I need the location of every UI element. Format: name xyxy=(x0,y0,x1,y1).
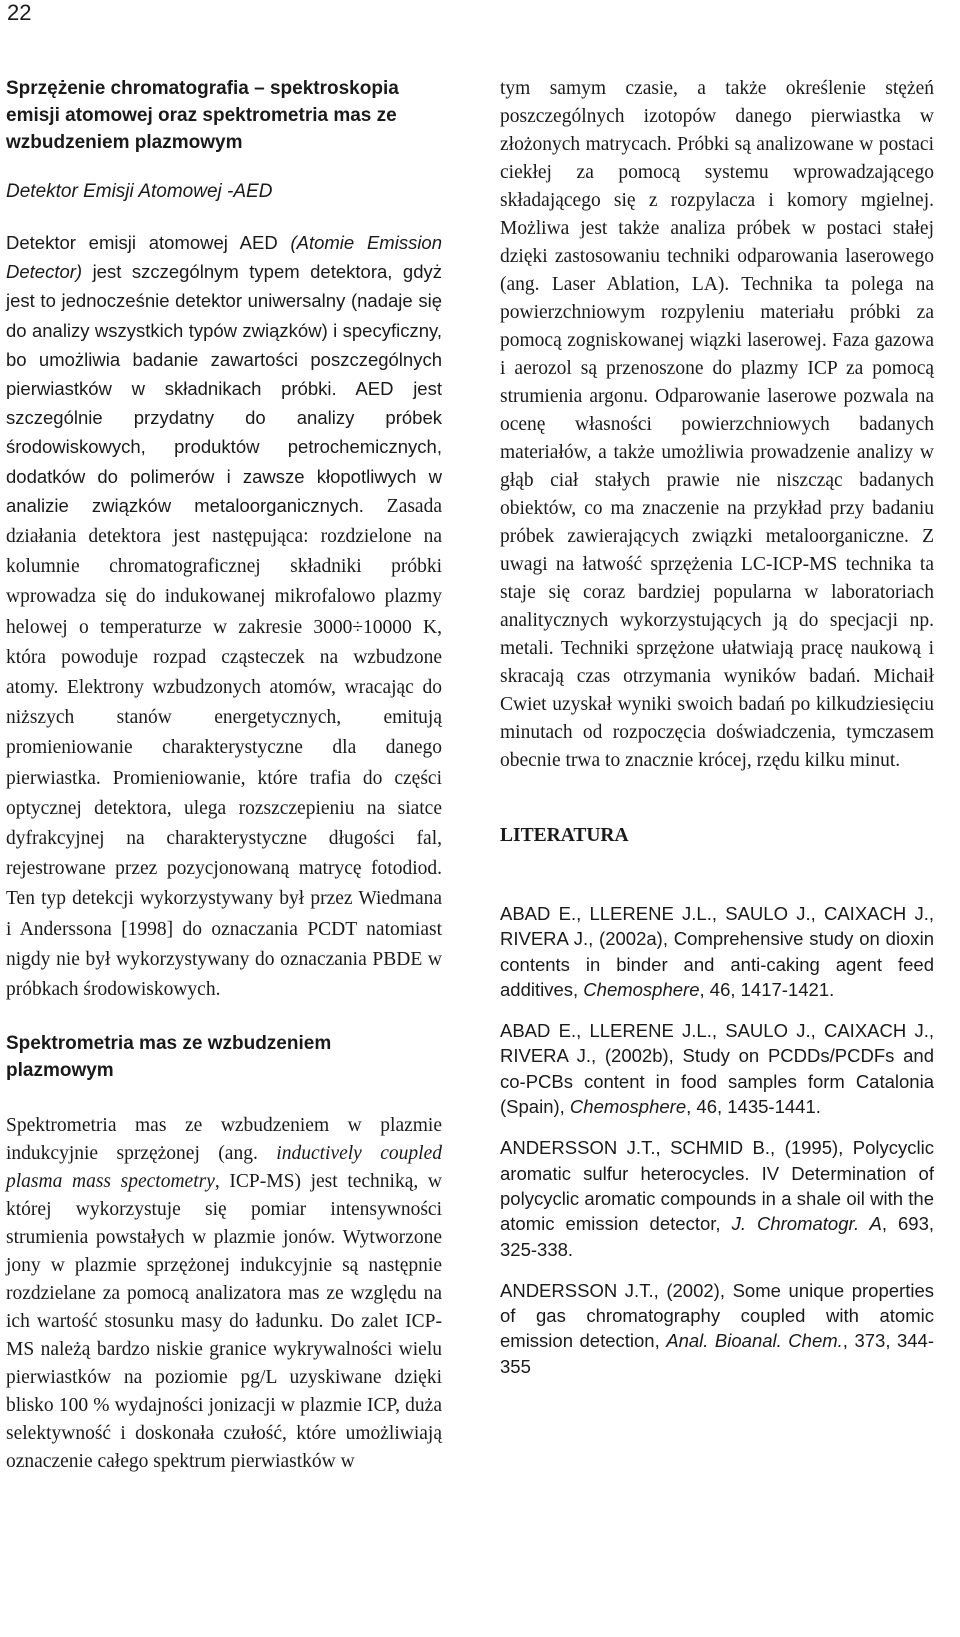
literature-heading: LITERATURA xyxy=(500,825,629,846)
aed-principle-text: Zasada działania detektora jest następująca: rozdzielone na kolumnie chromatograficznej składniki próbki wprowadza się do indukowanej mikrofalowo plazmy helowej o temperaturze w zakresie 3000÷10000 K, która powoduje rozpad cząsteczek na wzbudzone atomy. Elektrony wzbudzonych atomów, wracając do niższych stanów energetycznych, emitują promieniowanie charakterystyczne dla danego pierwiastka. Promieniowanie, które trafia do części optycznej detektora, ulega rozszczepieniu na siatce dyfrakcyjnej na charakterystyczne długości fal, rejestrowane przez pozycjonowaną matrycę fotodiod. Ten typ detekcji wykorzystywany był przez Wiedmana i Anderssona [1998] do oznaczania PCDT natomiast nigdy nie był wykorzystywany do oznaczania PBDE w próbkach środowiskowych. xyxy=(6,495,442,1001)
reference-journal: Anal. Bioanal. Chem. xyxy=(666,1330,843,1352)
reference-journal: J. Chromatogr. A xyxy=(731,1213,882,1235)
left-column xyxy=(6,75,442,1476)
reference-item xyxy=(500,901,934,1002)
reference-text: ANDERSSON J.T., (2002), Some unique properties of gas chromatography coupled with atomic emission detection, xyxy=(500,1279,934,1352)
reference-text: ANDERSSON J.T., SCHMID B., (1995), Polycyclic aromatic sulfur heterocycles. IV Determination of polycyclic aromatic compounds in a shale oil with the atomic emission detector, xyxy=(500,1137,934,1235)
reference-tail: , 46, 1435-1441. xyxy=(686,1096,821,1118)
continuation-paragraph: tym samym czasie, a także określenie stężeń poszczególnych izotopów danego pierwiastka w złożonych matrycach. Próbki są analizowane w postaci ciekłej za pomocą systemu wprowadzającego składającego się z rozpylacza i komory mgielnej. Możliwa jest także analiza próbek w postaci stałej dzięki zastosowaniu techniki odparowania laserowego (ang. Laser Ablation, LA). Technika ta polega na powierzchniowym rozpyleniu materiału próbki za pomocą zogniskowanej wiązki laserowej. Faza gazowa i aerozol są przenoszone do plazmy ICP za pomocą strumienia argonu. Odparowanie laserowe pozwala na ocenę własności powierzchniowych badanych materiałów, a także umożliwia prowadzenie analizy w głąb ciał stałych prawie nie niszcząc badanych obiektów, co ma znaczenie na przykład przy badaniu próbek zawierających związki metaloorganiczne. Z uwagi na łatwość sprzężenia LC-ICP-MS technika ta staje się coraz bardziej popularna w laboratoriach analitycznych wykorzystujących ją do specjacji np. metali. Techniki sprzężone ułatwiają pracę naukową i skracają czas otrzymania wyników badań. Michaił Cwiet uzyskał wyniki swoich badań po kilkudziesięciu minutach od rozpoczęcia doświadczenia, tymczasem obecnie trwa to znacznie krócej, rzędu kilku minut. xyxy=(500,78,934,771)
reference-text: ABAD E., LLERENE J.L., SAULO J., CAIXACH J., RIVERA J., (2002a), Comprehensive study on dioxin contents in binder and anti-caking agent feed additives, xyxy=(500,903,934,1000)
reference-journal: Chemosphere xyxy=(583,978,700,1000)
right-column xyxy=(500,75,934,1395)
icp-italic-term: inductively coupled plasma mass spectometry xyxy=(6,1143,442,1193)
icp-text-2: , ICP-MS) jest techniką, w której wykorzystuje się pomiar intensywności strumienia powstałych w plazmie jonów. Wytworzone jony w plazmie sprzężonej indukcyjnie są następnie rozdzielane za pomocą analizatora mas ze względu na ich wartość stosunku masy do ładunku. Do zalet ICP-MS należą bardzo niskie granice wykrywalności wielu pierwiastków na poziomie pg/L uzyskiwane dzięki blisko 100 % wydajności jonizacji w plazmie ICP, duża selektywność i doskonała czułość, które umożliwiają oznaczenie całego spektrum pierwiastków w xyxy=(6,1171,442,1473)
reference-journal: Chemosphere xyxy=(569,1096,687,1118)
reference-tail: , 373, 344-355 xyxy=(500,1330,934,1377)
reference-list xyxy=(500,901,934,1379)
icp-text-1: Spektrometria mas ze wzbudzeniem w plazmie indukcyjnie sprzężonej (ang. xyxy=(6,1115,442,1165)
aed-text-2: jest szczególnym typem detektora, gdyż jest to jednocześnie detektor uniwersalny (nadaje się do analizy wszystkich typów związków) i specyficzny, bo umożliwia badanie zawartości poszczególnych pierwiastków w składnikach próbki. AED jest szczególnie przydatny do analizy próbek środowiskowych, produktów petrochemicznych, dodatków do polimerów i zawsze kłopotliwych w analizie związków metaloorganicznych. xyxy=(6,261,442,516)
aed-text-1: Detektor emisji atomowej AED xyxy=(6,232,291,253)
reference-text: ABAD E., LLERENE J.L., SAULO J., CAIXACH J., RIVERA J., (2002b), Study on PCDDs/PCDFs and co-PCBs content in food samples form Catalonia (Spain), xyxy=(500,1020,934,1118)
subsection-heading: Detektor Emisji Atomowej -AED xyxy=(6,181,273,202)
reference-item xyxy=(500,1278,934,1379)
reference-item xyxy=(500,1018,934,1119)
aed-italic-term: (Atomie Emission Detector) xyxy=(6,232,443,283)
page-number: 22 xyxy=(7,0,32,25)
reference-tail: , 46, 1417-1421. xyxy=(699,978,835,1000)
section-heading-icp-ms: Spektrometria mas ze wzbudzeniem plazmowym xyxy=(6,1033,332,1082)
reference-item xyxy=(500,1135,934,1261)
icp-paragraph xyxy=(6,1112,442,1476)
section-heading: Sprzężenie chromatografia – spektroskopia emisji atomowej oraz spektrometria mas ze wzbudzeniem plazmowym xyxy=(6,78,399,153)
reference-tail: , 693, 325-338. xyxy=(500,1213,934,1260)
aed-paragraph xyxy=(6,228,442,1004)
